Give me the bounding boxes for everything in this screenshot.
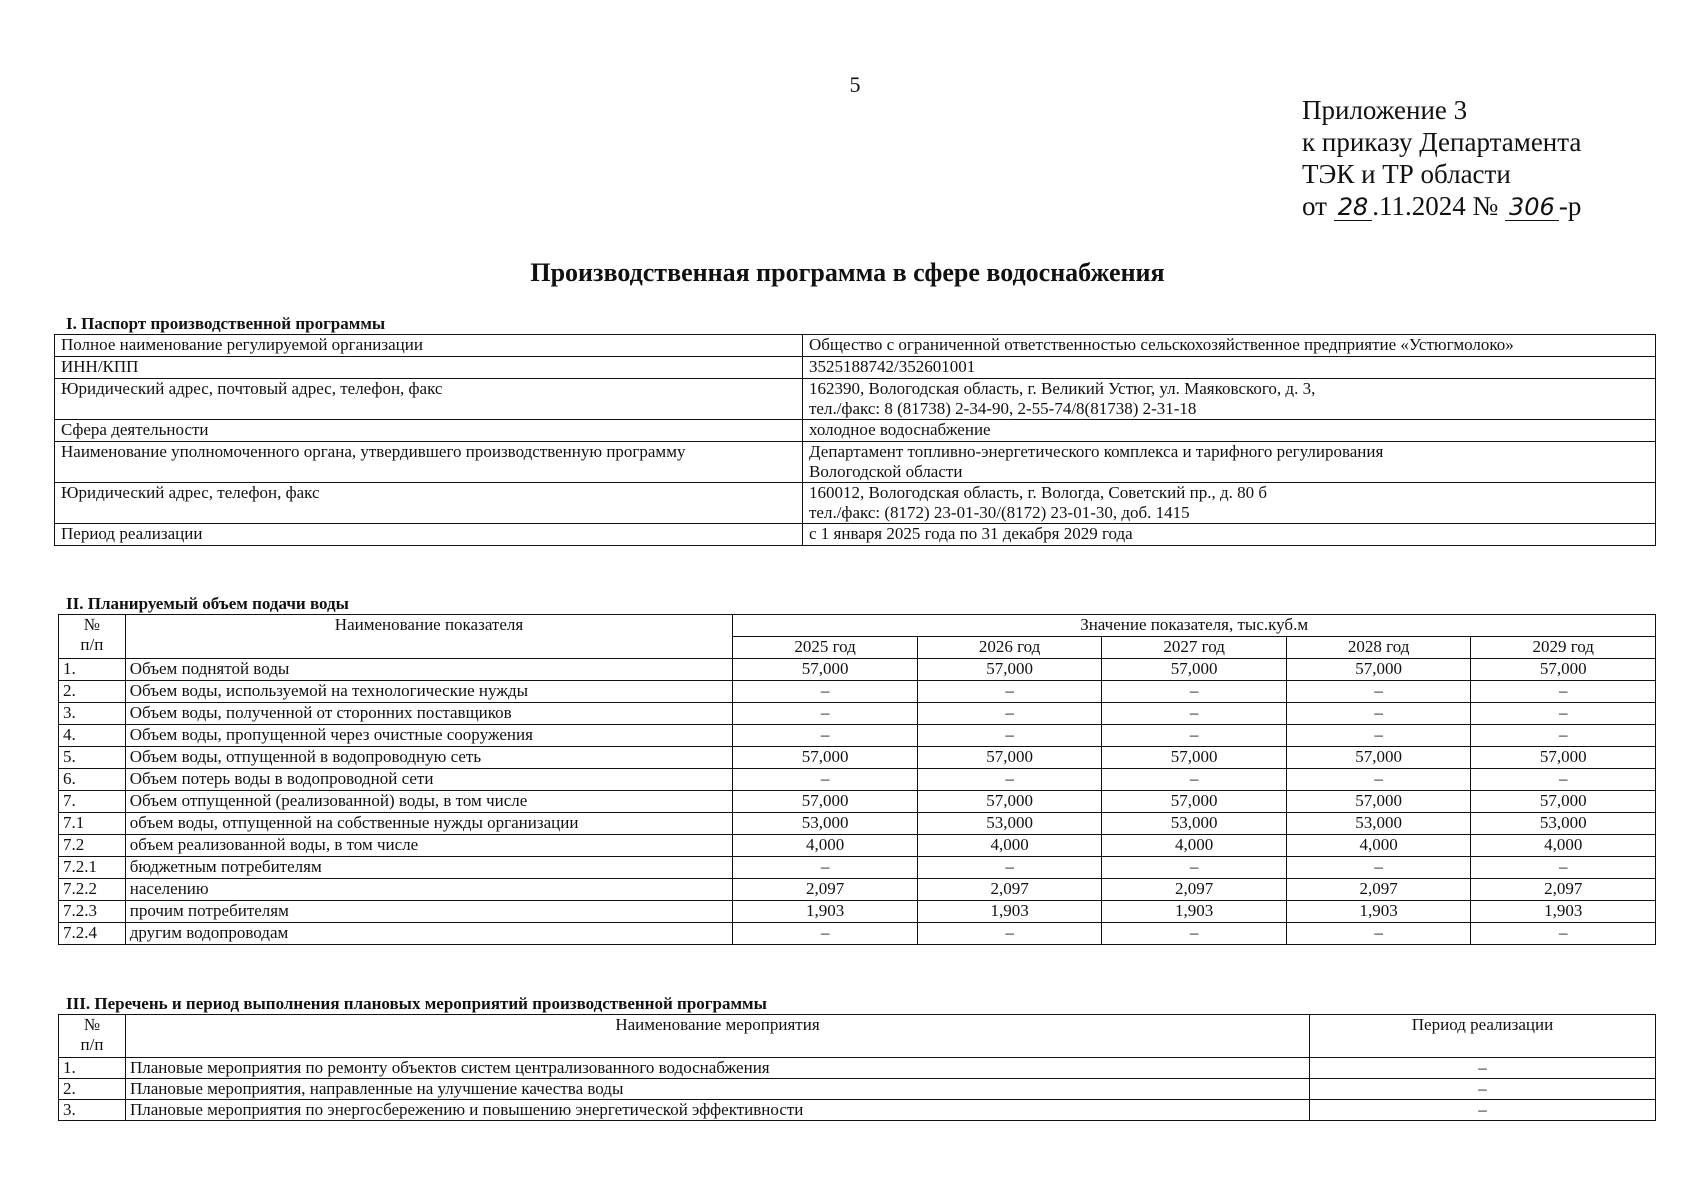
indicator-name: населению — [125, 879, 733, 901]
indicator-value: – — [733, 923, 918, 945]
activity-name: Плановые мероприятия по энергосбережению и повышению энергетической эффективности — [126, 1100, 1310, 1121]
indicator-value: – — [1102, 769, 1287, 791]
appendix-date-line — [1302, 190, 1581, 222]
indicator-value: 57,000 — [917, 659, 1102, 681]
table-row — [55, 442, 1656, 483]
indicator-value: 2,097 — [1286, 879, 1471, 901]
indicator-value: 57,000 — [1286, 659, 1471, 681]
indicator-value: 57,000 — [1286, 747, 1471, 769]
indicator-name: бюджетным потребителям — [125, 857, 733, 879]
table-row — [59, 769, 1656, 791]
row-number: 2. — [59, 681, 126, 703]
table-row — [59, 747, 1656, 769]
indicator-value: 57,000 — [733, 659, 918, 681]
passport-label: Сфера деятельности — [55, 420, 803, 442]
indicator-value: – — [1102, 857, 1287, 879]
column-header-year: 2026 год — [917, 637, 1102, 659]
passport-value: Общество с ограниченной ответственностью сельскохозяйственное предприятие «Устюгмолоко» — [803, 335, 1656, 357]
table-row — [59, 901, 1656, 923]
indicator-value: 57,000 — [1102, 659, 1287, 681]
column-header-year: 2027 год — [1102, 637, 1287, 659]
table-row — [55, 335, 1656, 357]
appendix-line-1: Приложение 3 — [1302, 95, 1468, 125]
table-row — [59, 835, 1656, 857]
indicator-value: – — [1286, 703, 1471, 725]
water-volume-table — [58, 614, 1656, 945]
indicator-value: 57,000 — [1471, 791, 1656, 813]
indicator-value: – — [1471, 725, 1656, 747]
indicator-value: – — [1286, 923, 1471, 945]
table-row — [55, 524, 1656, 546]
passport-value: 162390, Вологодская область, г. Великий Устюг, ул. Маяковского, д. 3, тел./факс: 8 (81738) 2-34-90, 2-55-74/8(81738) 2-31-18 — [803, 379, 1656, 420]
indicator-value: 2,097 — [1471, 879, 1656, 901]
passport-value: Департамент топливно-энергетического комплекса и тарифного регулирования Вологодской области — [803, 442, 1656, 483]
indicator-value: 53,000 — [1102, 813, 1287, 835]
indicator-value: – — [1286, 681, 1471, 703]
indicator-value: 1,903 — [1102, 901, 1287, 923]
indicator-value: – — [917, 703, 1102, 725]
indicator-value: – — [917, 923, 1102, 945]
column-header-value-group: Значение показателя, тыс.куб.м — [733, 615, 1656, 637]
handwritten-order-number: 306 — [1505, 194, 1559, 221]
indicator-value: 57,000 — [917, 747, 1102, 769]
activity-period: – — [1310, 1079, 1656, 1100]
row-number: 7. — [59, 791, 126, 813]
indicator-name: Объем воды, полученной от сторонних поставщиков — [125, 703, 733, 725]
column-header-number: № п/п — [59, 615, 126, 659]
column-header-year: 2028 год — [1286, 637, 1471, 659]
indicator-value: 57,000 — [1286, 791, 1471, 813]
row-number: 7.2.1 — [59, 857, 126, 879]
indicator-name: прочим потребителям — [125, 901, 733, 923]
row-number: 1. — [59, 1058, 126, 1079]
indicator-value: – — [917, 681, 1102, 703]
indicator-value: 57,000 — [1471, 747, 1656, 769]
indicator-value: – — [1102, 725, 1287, 747]
indicator-value: 57,000 — [733, 747, 918, 769]
indicator-value: 4,000 — [1102, 835, 1287, 857]
row-number: 7.2 — [59, 835, 126, 857]
table-row — [59, 1058, 1656, 1079]
column-header-year: 2029 год — [1471, 637, 1656, 659]
appendix-line-2: к приказу Департамента — [1302, 127, 1582, 157]
indicator-value: 57,000 — [1102, 747, 1287, 769]
column-header-year: 2025 год — [733, 637, 918, 659]
indicator-value: 1,903 — [733, 901, 918, 923]
indicator-name: Объем воды, отпущенной в водопроводную сеть — [125, 747, 733, 769]
indicator-name: Объем воды, используемой на технологические нужды — [125, 681, 733, 703]
column-header-activity: Наименование мероприятия — [126, 1015, 1310, 1058]
date-rest: .11.2024 № — [1372, 191, 1499, 221]
column-header-indicator: Наименование показателя — [125, 615, 733, 659]
date-prefix: от — [1302, 191, 1327, 221]
passport-label: Наименование уполномоченного органа, утвердившего производственную программу — [55, 442, 803, 483]
indicator-value: 2,097 — [917, 879, 1102, 901]
indicator-value: – — [1102, 703, 1287, 725]
row-number: 7.2.2 — [59, 879, 126, 901]
indicator-value: – — [1286, 857, 1471, 879]
appendix-line-3: ТЭК и ТР области — [1302, 159, 1511, 189]
indicator-name: Объем отпущенной (реализованной) воды, в том числе — [125, 791, 733, 813]
indicator-value: 53,000 — [1286, 813, 1471, 835]
row-number: 7.2.3 — [59, 901, 126, 923]
indicator-value: 57,000 — [917, 791, 1102, 813]
indicator-value: 53,000 — [1471, 813, 1656, 835]
indicator-value: 53,000 — [733, 813, 918, 835]
passport-value: 3525188742/352601001 — [803, 357, 1656, 379]
indicator-value: 1,903 — [1286, 901, 1471, 923]
passport-label: ИНН/КПП — [55, 357, 803, 379]
indicator-name: объем реализованной воды, в том числе — [125, 835, 733, 857]
activity-period: – — [1310, 1058, 1656, 1079]
table-row — [59, 703, 1656, 725]
indicator-name: объем воды, отпущенной на собственные нужды организации — [125, 813, 733, 835]
table-row — [59, 923, 1656, 945]
table-row — [59, 681, 1656, 703]
row-number: 4. — [59, 725, 126, 747]
table-row — [55, 483, 1656, 524]
indicator-value: – — [917, 769, 1102, 791]
indicator-value: – — [1471, 857, 1656, 879]
column-header-number: № п/п — [59, 1015, 126, 1058]
handwritten-day: 28 — [1334, 194, 1373, 221]
table-row — [59, 1100, 1656, 1121]
indicator-value: – — [733, 769, 918, 791]
passport-table — [54, 334, 1656, 546]
row-number: 3. — [59, 1100, 126, 1121]
indicator-value: 1,903 — [917, 901, 1102, 923]
table-row — [59, 813, 1656, 835]
indicator-value: 4,000 — [1471, 835, 1656, 857]
table-row — [59, 791, 1656, 813]
activity-name: Плановые мероприятия, направленные на улучшение качества воды — [126, 1079, 1310, 1100]
indicator-value: 57,000 — [1102, 791, 1287, 813]
indicator-value: – — [1471, 923, 1656, 945]
indicator-value: 4,000 — [917, 835, 1102, 857]
row-number: 5. — [59, 747, 126, 769]
indicator-value: 53,000 — [917, 813, 1102, 835]
row-number: 2. — [59, 1079, 126, 1100]
indicator-value: 1,903 — [1471, 901, 1656, 923]
page-number: 5 — [849, 72, 861, 97]
row-number: 3. — [59, 703, 126, 725]
activity-name: Плановые мероприятия по ремонту объектов систем централизованного водоснабжения — [126, 1058, 1310, 1079]
passport-value: холодное водоснабжение — [803, 420, 1656, 442]
indicator-value: – — [917, 857, 1102, 879]
row-number: 7.2.4 — [59, 923, 126, 945]
table-row — [59, 725, 1656, 747]
indicator-name: другим водопроводам — [125, 923, 733, 945]
indicator-value: – — [917, 725, 1102, 747]
column-header-period: Период реализации — [1310, 1015, 1656, 1058]
section-2-heading: II. Планируемый объем подачи воды — [66, 594, 349, 613]
indicator-value: – — [1102, 923, 1287, 945]
indicator-value: 57,000 — [733, 791, 918, 813]
section-3-heading: III. Перечень и период выполнения плановых мероприятий производственной программы — [66, 994, 767, 1013]
table-row — [55, 420, 1656, 442]
indicator-value: 4,000 — [1286, 835, 1471, 857]
table-row — [55, 357, 1656, 379]
order-suffix: -р — [1558, 191, 1582, 221]
indicator-name: Объем воды, пропущенной через очистные сооружения — [125, 725, 733, 747]
document-title: Производственная программа в сфере водоснабжения — [530, 258, 1165, 287]
indicator-value: 57,000 — [1471, 659, 1656, 681]
table-row — [59, 1079, 1656, 1100]
table-row — [59, 879, 1656, 901]
indicator-value: – — [1286, 725, 1471, 747]
indicator-name: Объем потерь воды в водопроводной сети — [125, 769, 733, 791]
section-1-heading: I. Паспорт производственной программы — [66, 314, 386, 333]
row-number: 6. — [59, 769, 126, 791]
passport-label: Полное наименование регулируемой организации — [55, 335, 803, 357]
indicator-value: 4,000 — [733, 835, 918, 857]
indicator-value: – — [1286, 769, 1471, 791]
indicator-value: – — [733, 725, 918, 747]
table-row — [55, 379, 1656, 420]
indicator-value: – — [1471, 703, 1656, 725]
indicator-value: – — [733, 681, 918, 703]
row-number: 7.1 — [59, 813, 126, 835]
activity-period: – — [1310, 1100, 1656, 1121]
indicator-value: – — [1102, 681, 1287, 703]
row-number: 1. — [59, 659, 126, 681]
activities-table — [58, 1014, 1656, 1121]
appendix-block — [1302, 94, 1581, 222]
indicator-value: 2,097 — [1102, 879, 1287, 901]
indicator-value: – — [733, 857, 918, 879]
passport-label: Юридический адрес, почтовый адрес, телефон, факс — [55, 379, 803, 420]
indicator-value: – — [733, 703, 918, 725]
passport-label: Период реализации — [55, 524, 803, 546]
passport-value: 160012, Вологодская область, г. Вологда, Советский пр., д. 80 б тел./факс: (8172) 23-01-30/(8172) 23-01-30, доб. 1415 — [803, 483, 1656, 524]
indicator-value: 2,097 — [733, 879, 918, 901]
indicator-name: Объем поднятой воды — [125, 659, 733, 681]
indicator-value: – — [1471, 681, 1656, 703]
table-row — [59, 857, 1656, 879]
table-row — [59, 659, 1656, 681]
passport-label: Юридический адрес, телефон, факс — [55, 483, 803, 524]
indicator-value: – — [1471, 769, 1656, 791]
passport-value: с 1 января 2025 года по 31 декабря 2029 года — [803, 524, 1656, 546]
